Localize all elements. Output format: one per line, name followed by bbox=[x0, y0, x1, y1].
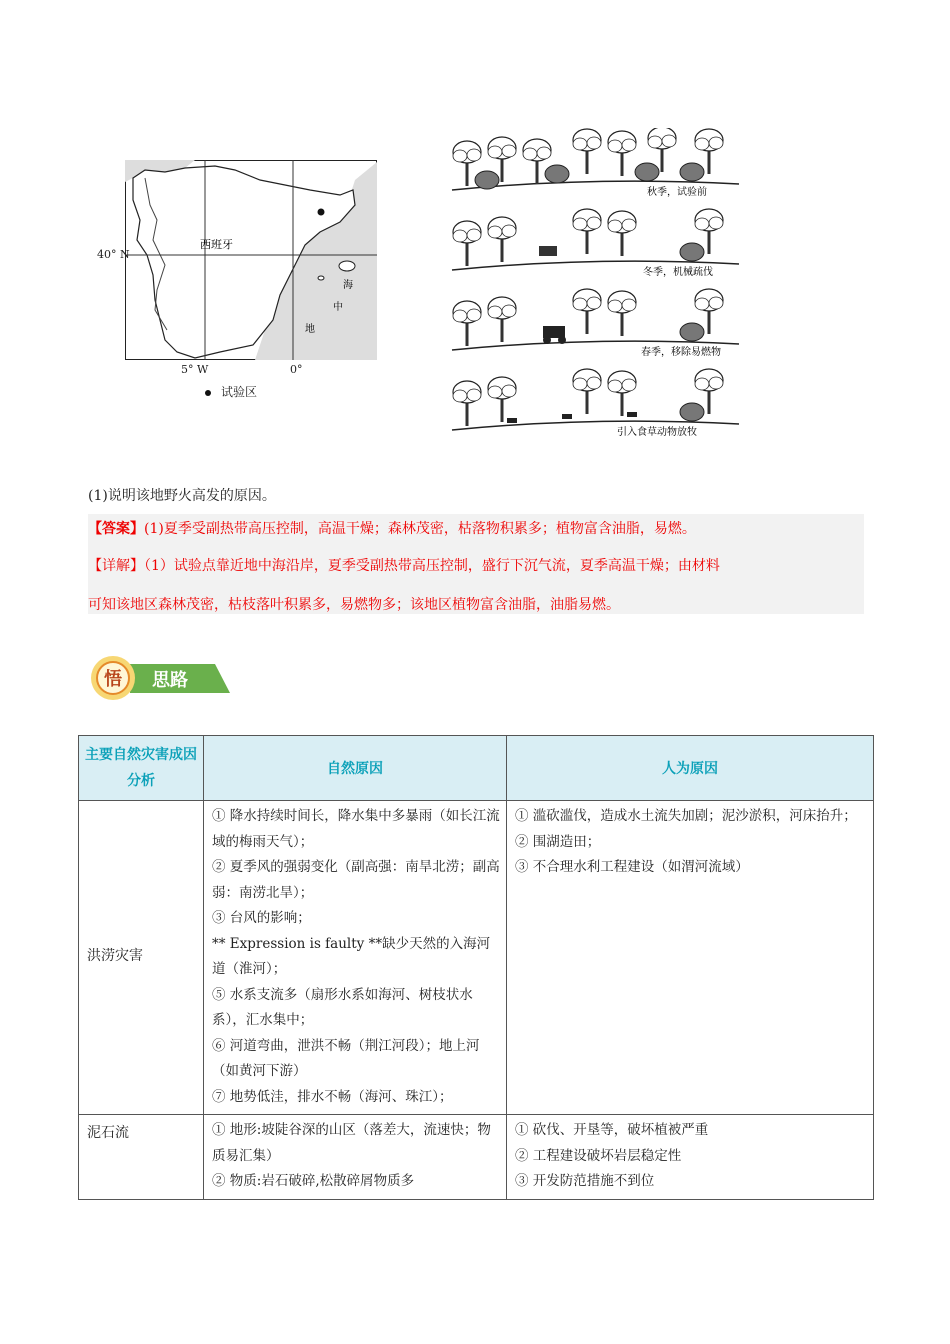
badge-char: 悟 bbox=[104, 669, 122, 690]
detail-line-1: 【详解】（1）试验点靠近地中海沿岸，夏季受副热带高压控制，盛行下沉气流，夏季高温干燥；由材料 bbox=[88, 558, 720, 574]
row-name: 洪涝灾害 bbox=[79, 801, 204, 1115]
panel-label-3: 春季，移除易燃物 bbox=[641, 347, 721, 358]
panel-label-4: 引入食草动物放牧 bbox=[617, 427, 697, 438]
latitude-label: 40° N bbox=[97, 248, 130, 261]
country-label: 西班牙 bbox=[200, 238, 233, 251]
natural-cell: ① 降水持续时间长，降水集中多暴雨（如长江流域的梅雨天气）； ② 夏季风的强弱变化（副高强：南旱北涝；副高弱：南涝北旱）； ③ 台风的影响； ** Expression is faulty **缺少天然的入海河道（淮河）； ⑤ 水系支流多（扇形水系如海河、树枝状水系），汇水集中； ⑥ 河道弯曲，泄洪不畅（荆江河段）；地上河（如黄河下游） ⑦ 地势低洼，排水不畅（海河、珠江）； bbox=[204, 801, 507, 1115]
longitude-right-label: 0° bbox=[290, 363, 303, 376]
row-name: 泥石流 bbox=[79, 1115, 204, 1200]
header-human: 人为原因 bbox=[507, 736, 874, 801]
sea-char-3: 地 bbox=[305, 324, 315, 335]
answer-line: 【答案】(1)夏季受副热带高压控制，高温干燥；森林茂密，枯落物积累多；植物富含油脂，易燃。 bbox=[88, 521, 696, 537]
map-legend: 试验区 bbox=[205, 383, 257, 400]
sea-char-2: 中 bbox=[333, 302, 343, 313]
spain-map bbox=[125, 160, 377, 360]
disaster-causes-table bbox=[78, 735, 874, 1200]
header-disaster: 主要自然灾害成因分析 bbox=[79, 736, 204, 801]
table-row bbox=[79, 1115, 874, 1200]
test-area-dot-icon bbox=[205, 390, 211, 396]
question-1: (1)说明该地野火高发的原因。 bbox=[88, 488, 276, 504]
table-row bbox=[79, 801, 874, 1115]
badge-text: 思路 bbox=[152, 670, 188, 691]
detail-line-2: 可知该地区森林茂密，枯枝落叶积累多，易燃物多；该地区植物富含油脂，油脂易燃。 bbox=[88, 597, 620, 613]
human-cell: ① 滥砍滥伐，造成水土流失加剧；泥沙淤积，河床抬升； ② 围湖造田； ③ 不合理水利工程建设（如渭河流域） bbox=[507, 801, 874, 1115]
natural-cell: ① 地形:坡陡谷深的山区（落差大，流速快；物质易汇集） ② 物质:岩石破碎,松散碎屑物质多 bbox=[204, 1115, 507, 1200]
panel-label-2: 冬季，机械疏伐 bbox=[643, 267, 713, 278]
header-natural: 自然原因 bbox=[204, 736, 507, 801]
forest-management-figure bbox=[447, 128, 743, 438]
sea-char-1: 海 bbox=[343, 280, 353, 291]
table-header-row bbox=[79, 736, 874, 801]
longitude-left-label: 5° W bbox=[181, 363, 209, 376]
human-cell: ① 砍伐、开垦等，破坏植被严重 ② 工程建设破坏岩层稳定性 ③ 开发防范措施不到位 bbox=[507, 1115, 874, 1200]
panel-label-1: 秋季，试验前 bbox=[647, 187, 707, 198]
section-badge bbox=[90, 655, 230, 701]
